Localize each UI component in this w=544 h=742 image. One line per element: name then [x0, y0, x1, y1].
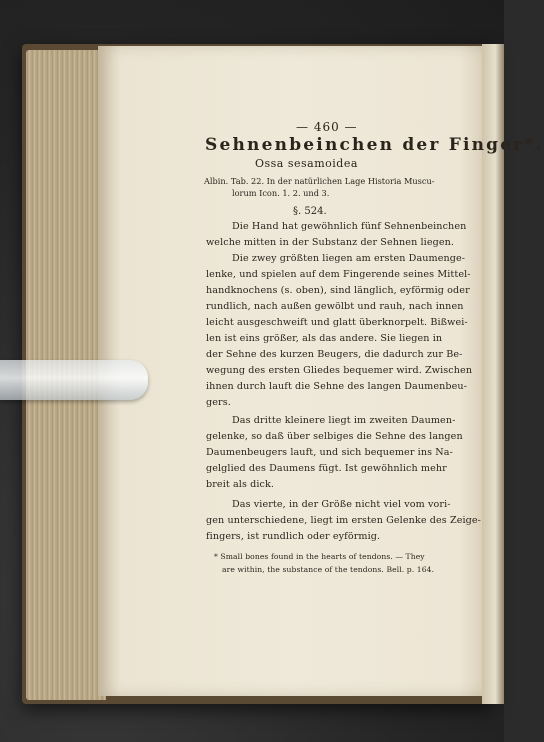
paragraph-line: ihnen durch lauft die Sehne des langen Daumenbeu-	[206, 381, 468, 392]
citation-line-2: lorum Icon. 1. 2. und 3.	[232, 188, 330, 198]
paragraph-line: gelglied des Daumens fügt. Ist gewöhnlich mehr	[206, 463, 447, 474]
paragraph-line: Die Hand hat gewöhnlich fünf Sehnenbeinchen	[232, 221, 467, 232]
paragraph-line: Das vierte, in der Größe nicht viel vom vori-	[232, 499, 451, 510]
section-number: §. 524.	[293, 206, 327, 217]
page-title: Sehnenbeinchen der Finger*.	[205, 135, 544, 155]
footnote-line-2: are within, the substance of the tendons. Bell. p. 164.	[222, 565, 435, 574]
paragraph-line: handknochens (s. oben), sind länglich, eyförmig oder	[206, 285, 470, 296]
paragraph-line: Die zwey größten liegen am ersten Daumenge-	[232, 253, 466, 264]
paragraph-line: fingers, ist rundlich oder eyförmig.	[206, 531, 381, 542]
paragraph-line: der Sehne des kurzen Beugers, die dadurch zur Be-	[206, 349, 463, 360]
page-holder-clip	[0, 360, 148, 400]
paragraph-line: leicht ausgeschweift und glatt überknorpelt. Bißwei-	[206, 317, 468, 328]
paragraph-line: wegung des ersten Gliedes bequemer wird. Zwischen	[206, 365, 473, 376]
citation-line-1: Albin. Tab. 22. In der natürlichen Lage Historia Muscu-	[204, 176, 435, 186]
paragraph-line: len ist eins größer, als das andere. Sie liegen in	[206, 333, 443, 344]
paragraph-line: gelenke, so daß über selbiges die Sehne des langen	[206, 431, 463, 442]
footnote-line-1: * Small bones found in the hearts of tendons. — They	[214, 552, 425, 561]
paragraph-line: breit als dick.	[206, 479, 275, 490]
page-number: — 460 —	[296, 120, 358, 134]
latin-subtitle: Ossa sesamoidea	[255, 157, 358, 170]
paragraph-line: welche mitten in der Substanz der Sehnen liegen.	[206, 237, 455, 248]
paragraph-line: rundlich, nach außen gewölbt und rauh, nach innen	[206, 301, 464, 312]
paragraph-line: Das dritte kleinere liegt im zweiten Daumen-	[232, 415, 456, 426]
paragraph-line: lenke, und spielen auf dem Fingerende seines Mittel-	[206, 269, 471, 280]
paragraph-line: gen unterschiedene, liegt im ersten Gelenke des Zeige-	[206, 515, 482, 526]
paragraph-line: Daumenbeugers lauft, und sich bequemer ins Na-	[206, 447, 453, 458]
paragraph-line: gers.	[206, 397, 231, 408]
